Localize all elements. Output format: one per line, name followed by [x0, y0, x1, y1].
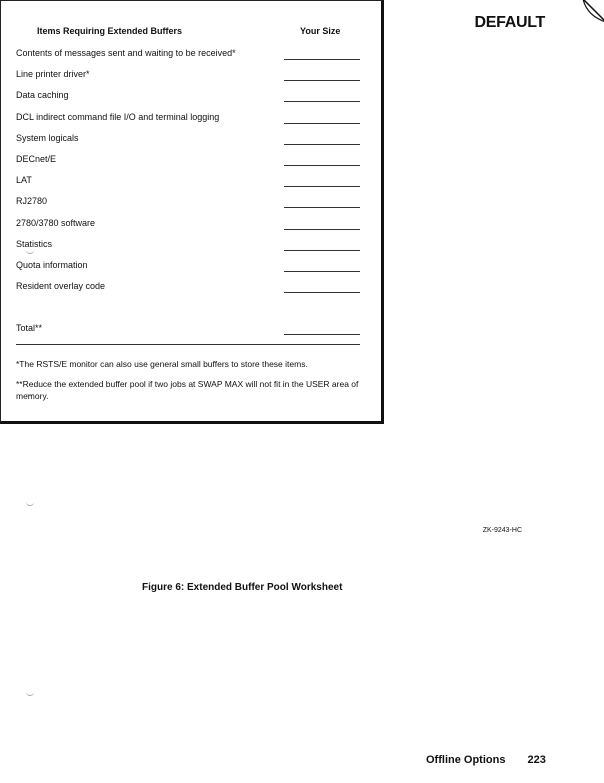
column-header-items: Items Requiring Extended Buffers	[37, 26, 183, 36]
worksheet-item: Quota information	[16, 260, 88, 270]
worksheet-item: DECnet/E	[16, 154, 57, 164]
worksheet-item: RJ2780	[16, 196, 48, 207]
size-blank[interactable]	[284, 59, 360, 60]
footnote-2: **Reduce the extended buffer pool if two jobs at SWAP MAX will not fit in the USER area of memory.	[16, 379, 359, 401]
worksheet-item: Resident overlay code	[16, 281, 106, 292]
size-blank[interactable]	[284, 123, 360, 124]
margin-mark	[26, 502, 34, 506]
worksheet-box	[0, 0, 384, 424]
worksheet-item: LAT	[16, 175, 32, 186]
size-blank[interactable]	[284, 101, 360, 102]
section-header: DEFAULT	[474, 14, 545, 31]
worksheet-item: Statistics	[16, 238, 53, 249]
size-blank[interactable]	[284, 165, 360, 166]
page-number: 223	[527, 754, 546, 766]
worksheet-item: Line printer driver*	[16, 69, 90, 80]
size-blank[interactable]	[284, 250, 360, 251]
size-blank[interactable]	[284, 144, 360, 145]
margin-mark	[26, 692, 34, 696]
divider	[16, 344, 360, 345]
figure-id: ZK-9243-HC	[482, 527, 522, 534]
worksheet-item: System logicals	[16, 132, 79, 143]
worksheet-item: Data caching	[16, 90, 69, 101]
size-blank[interactable]	[284, 80, 360, 81]
worksheet-item: 2780/3780 software	[16, 217, 96, 228]
figure-caption: Figure 6: Extended Buffer Pool Worksheet	[142, 582, 343, 593]
footer-title: Offline Options	[426, 754, 506, 766]
size-blank[interactable]	[284, 271, 360, 272]
page-curl-icon	[581, 0, 604, 24]
footnote-1: *The RSTS/E monitor can also use general small buffers to store these items.	[16, 359, 308, 369]
size-blank[interactable]	[284, 292, 360, 293]
size-blank[interactable]	[284, 186, 360, 187]
size-blank[interactable]	[284, 229, 360, 230]
column-header-size: Your Size	[300, 26, 341, 36]
page-footer	[426, 754, 546, 766]
worksheet-item: Contents of messages sent and waiting to be received*	[16, 48, 236, 58]
worksheet-item: DCL indirect command file I/O and terminal logging	[16, 111, 220, 122]
total-blank[interactable]	[284, 334, 360, 335]
size-blank[interactable]	[284, 207, 360, 208]
total-label: Total**	[16, 323, 43, 333]
